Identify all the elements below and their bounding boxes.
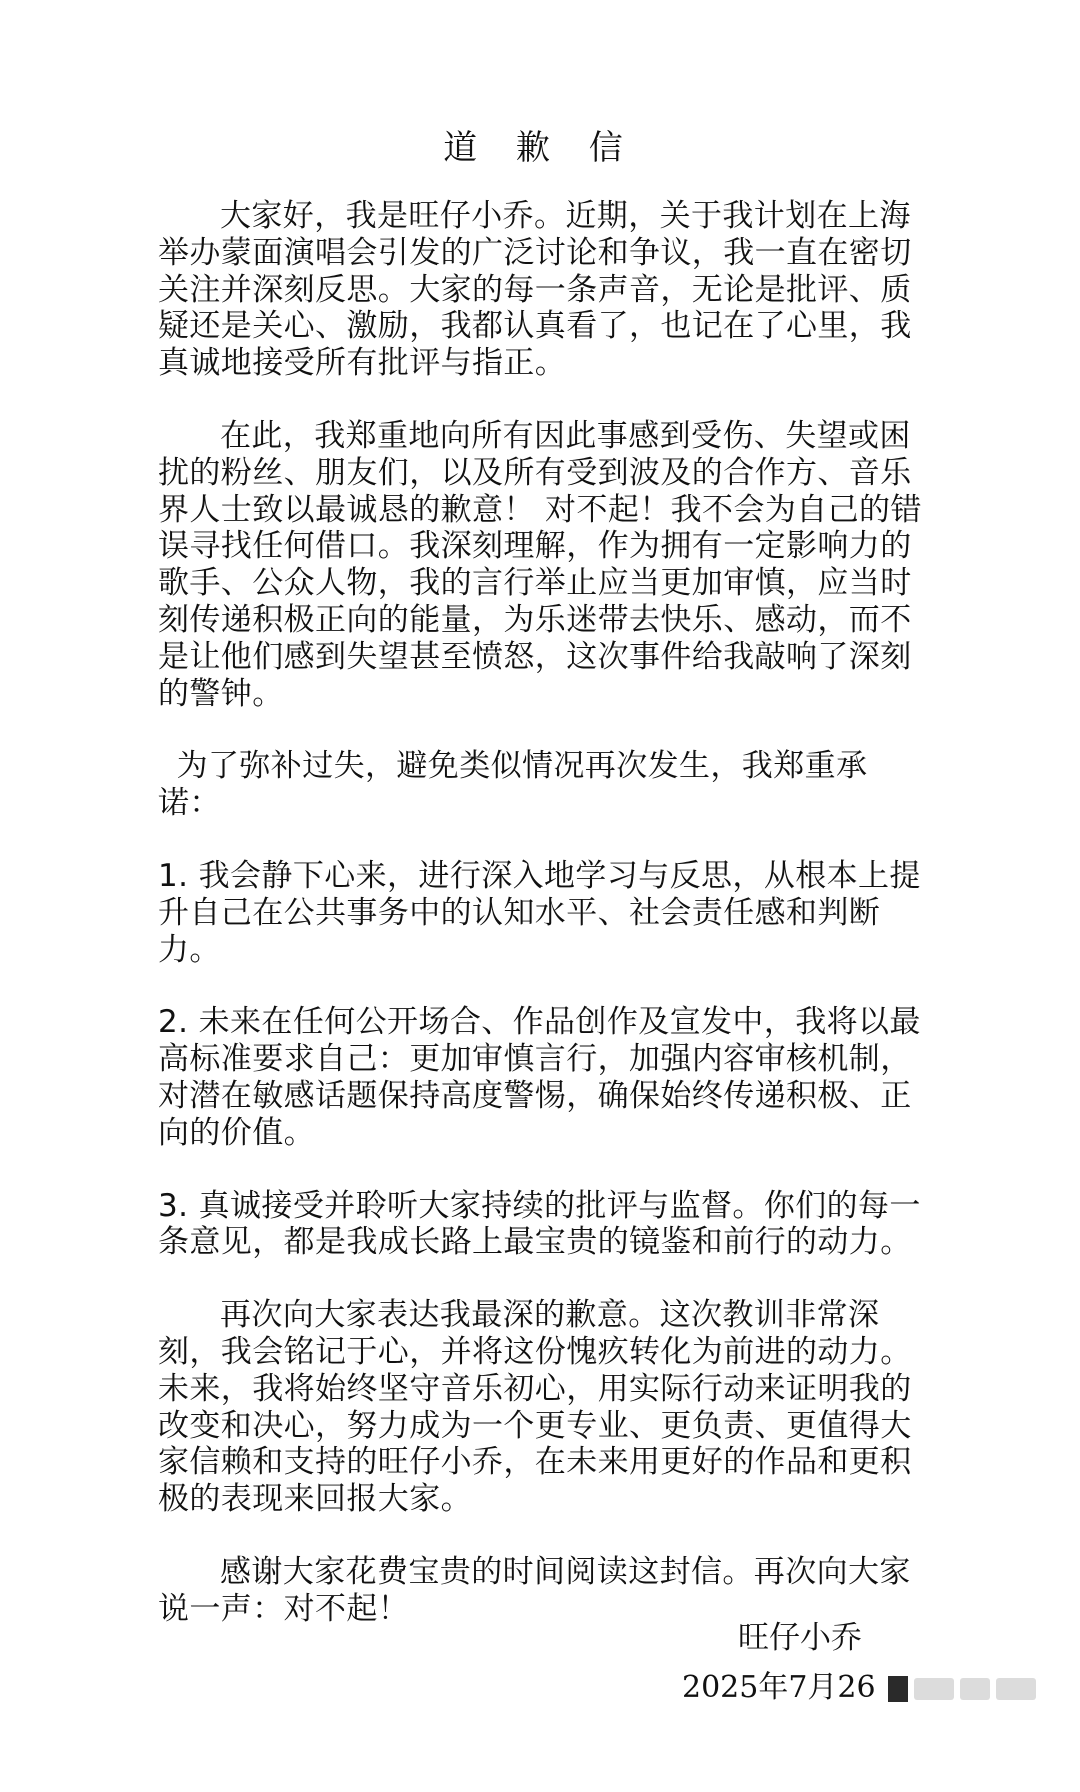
watermark-faint-mark xyxy=(914,1678,954,1700)
watermark-faint-mark xyxy=(960,1678,990,1700)
letter-body xyxy=(158,198,928,1664)
signature-name: 旺仔小乔 xyxy=(738,1620,862,1656)
paragraph-greeting: 大家好，我是旺仔小乔。近期，关于我计划在上海举办蒙面演唱会引发的广泛讨论和争议，我一直在密切关注并深刻反思。大家的每一条声音，无论是批评、质疑还是关心、激励，我都认真看了，也记在了心里，我真诚地接受所有批评与指正。 xyxy=(158,198,912,382)
promise-item-3: 3. 真诚接受并聆听大家持续的批评与监督。你们的每一条意见，都是我成长路上最宝贵的镜鉴和前行的动力。 xyxy=(158,1187,921,1261)
letter-title: 道 歉 信 xyxy=(443,128,637,168)
paragraph-thanks: 感谢大家花费宝贵的时间阅读这封信。再次向大家说一声：对不起！ xyxy=(158,1553,911,1627)
paragraph-promise-intro: 为了弥补过失，避免类似情况再次发生，我郑重承诺： xyxy=(158,748,868,822)
paragraph-apology: 在此，我郑重地向所有因此事感到受伤、失望或困扰的粉丝、朋友们，以及所有受到波及的合作方、音乐界人士致以最诚恳的歉意！ 对不起！我不会为自己的错误寻找任何借口。我深刻理解，作为拥有一定影响力的歌手、公众人物，我的言行举止应当更加审慎，应当时刻传递积极正向的能量，为乐迷带去快乐、感动，而不是让他们感到失望甚至愤怒，这次事件给我敲响了深刻的警钟。 xyxy=(158,417,922,712)
watermark-faint-mark xyxy=(996,1678,1036,1700)
promise-item-2: 2. 未来在任何公开场合、作品创作及宣发中，我将以最高标准要求自己：更加审慎言行，加强内容审核机制，对潜在敏感话题保持高度警惕，确保始终传递积极、正向的价值。 xyxy=(158,1004,921,1151)
promise-item-1: 1. 我会静下心来，进行深入地学习与反思，从根本上提升自己在公共事务中的认知水平、社会责任感和判断力。 xyxy=(158,857,921,968)
watermark-logo xyxy=(888,1672,1068,1706)
signature-date: 2025年7月26 xyxy=(682,1670,876,1705)
paragraph-closing: 再次向大家表达我最深的歉意。这次教训非常深刻，我会铭记于心，并将这份愧疚转化为前进的动力。未来，我将始终坚守音乐初心，用实际行动来证明我的改变和决心，努力成为一个更专业、更负责、更值得大家信赖和支持的旺仔小乔，在未来用更好的作品和更积极的表现来回报大家。 xyxy=(158,1297,912,1518)
watermark-block xyxy=(888,1676,908,1702)
